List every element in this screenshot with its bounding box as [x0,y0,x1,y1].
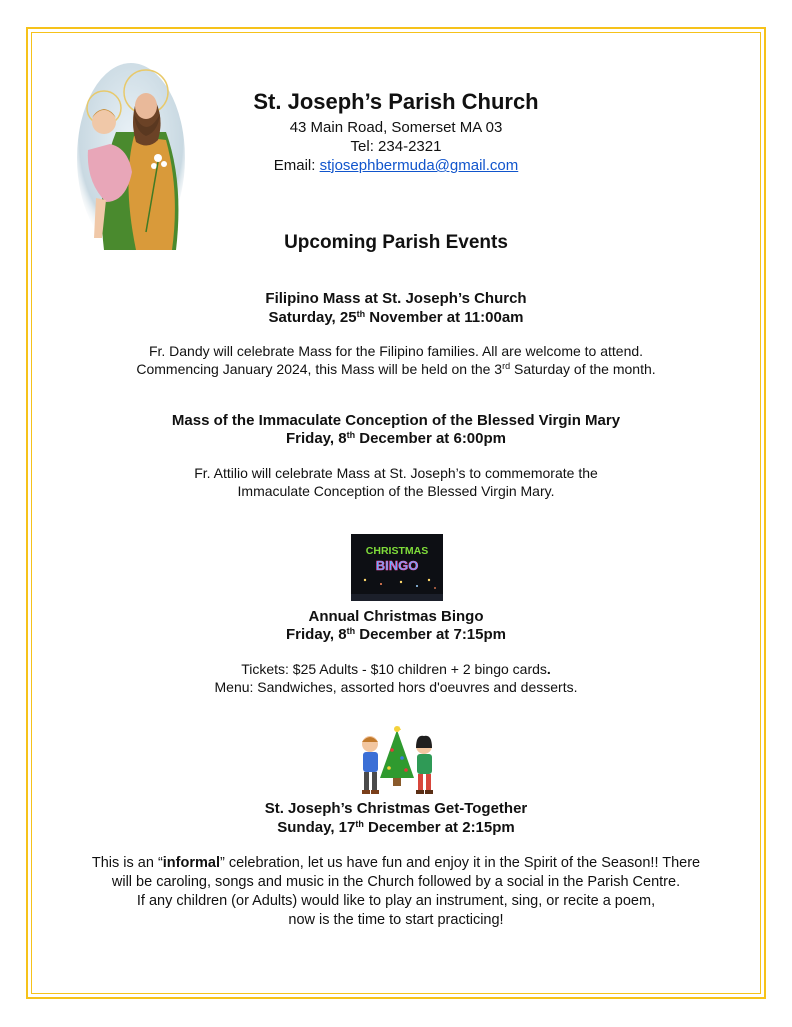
email-label: Email: [273,157,320,174]
event-3-title: Annual Christmas Bingo [308,608,484,625]
event-4-title: St. Joseph’s Christmas Get-Together [264,800,528,817]
event-2-description-line-2: Immaculate Conception of the Blessed Virgin Mary. [237,483,555,499]
event-1-title: Filipino Mass at St. Joseph’s Church [265,290,527,307]
event-3-date: Friday, 8th December at 7:15pm [286,626,506,643]
event-4-date: Sunday, 17th December at 2:15pm [277,819,515,836]
church-email-line [0,156,792,175]
event-4-description-line-2: will be caroling, songs and music in the Church followed by a social in the Parish Centre. [111,874,681,890]
church-telephone: Tel: 234-2321 [350,138,442,155]
event-1-description-line-1: Fr. Dandy will celebrate Mass for the Filipino families. All are welcome to attend. [148,343,644,359]
section-heading: Upcoming Parish Events [284,232,508,253]
event-4-description-line-4: now is the time to start practicing! [288,912,504,928]
event-2-date: Friday, 8th December at 6:00pm [286,430,506,447]
church-address: 43 Main Road, Somerset MA 03 [289,119,503,136]
email-link[interactable]: stjosephbermuda@gmail.com [319,157,519,174]
event-2-title: Mass of the Immaculate Conception of the Blessed Virgin Mary [171,412,621,429]
kids-christmas-tree-image [356,726,438,798]
church-name: St. Joseph’s Parish Church [253,89,539,114]
event-3-description-line-2: Menu: Sandwiches, assorted hors d'oeuvres and desserts. [214,679,578,695]
event-4-description-line-3: If any children (or Adults) would like to play an instrument, sing, or recite a poem, [136,893,656,909]
event-3-description-line-1: Tickets: $25 Adults - $10 children + 2 bingo cards. [241,661,551,677]
event-1-description-line-2: Commencing January 2024, this Mass will be held on the 3rd Saturday of the month. [136,361,656,377]
bingo-line-2: BINGO [375,558,419,573]
christmas-bingo-image [351,534,443,601]
event-2-description-line-1: Fr. Attilio will celebrate Mass at St. Joseph’s to commemorate the [194,465,598,481]
event-1-date: Saturday, 25th November at 11:00am [268,309,524,326]
event-4-description-line-1: This is an “informal” celebration, let us have fun and enjoy it in the Spirit of the Season!! There [91,855,701,871]
bingo-line-1: CHRISTMAS [365,545,429,557]
